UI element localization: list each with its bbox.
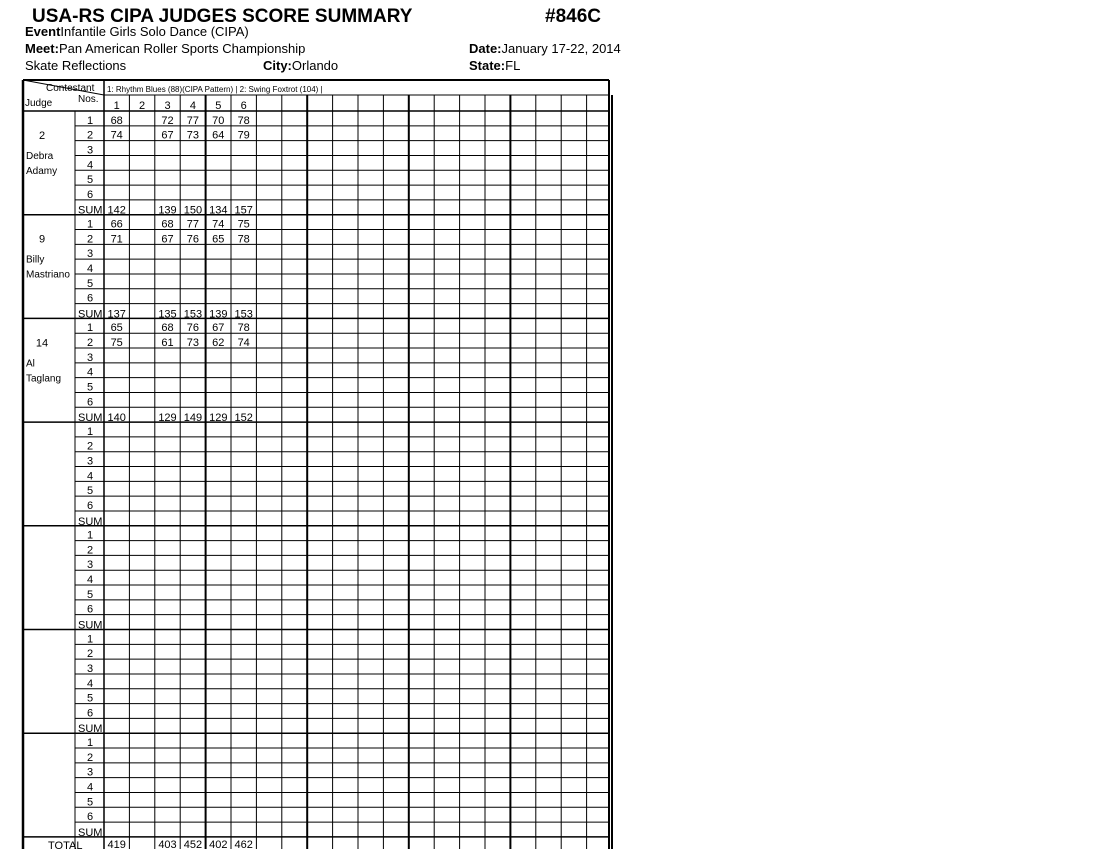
score-cell: 75	[237, 218, 250, 231]
score-cell: 79	[237, 129, 250, 142]
row-label: 5	[86, 381, 94, 394]
row-label: 6	[86, 396, 94, 409]
event-label: Event	[25, 24, 61, 39]
row-label: 1	[86, 633, 94, 646]
row-label: 5	[86, 796, 94, 809]
score-cell: 68	[161, 322, 174, 335]
judge-first-name: Debra	[26, 151, 54, 162]
score-cell: 67	[161, 233, 174, 246]
state-label: State:	[469, 58, 506, 73]
total-cell: 419	[107, 839, 126, 850]
row-label: 6	[86, 707, 94, 720]
row-label: 2	[86, 129, 94, 142]
row-label: 5	[86, 588, 94, 601]
row-label: 2	[86, 233, 94, 246]
score-cell: 75	[110, 337, 123, 350]
row-label: 6	[86, 188, 94, 201]
row-label: 3	[86, 144, 94, 157]
judge-header: Judge	[25, 98, 53, 109]
score-cell: 74	[237, 337, 250, 350]
city-value: Orlando	[291, 58, 339, 73]
date-label: Date:	[469, 41, 502, 56]
score-cell: 71	[110, 233, 123, 246]
score-cell: 61	[161, 337, 174, 350]
sum-cell: 152	[234, 412, 253, 425]
sum-cell: 157	[234, 204, 253, 217]
score-cell: 68	[161, 218, 174, 231]
row-label: 1	[86, 529, 94, 542]
contestant-number: 1	[113, 100, 120, 112]
row-label: 2	[86, 648, 94, 661]
row-label: 4	[86, 677, 94, 690]
score-cell: 68	[110, 114, 123, 127]
sum-label: SUM	[78, 619, 103, 632]
judge-last-name: Taglang	[26, 373, 62, 385]
judge-last-name: Mastriano	[26, 269, 70, 281]
date-value: January 17-22, 2014	[501, 41, 621, 56]
total-label: TOTAL	[48, 840, 83, 850]
score-cell: 62	[212, 337, 225, 350]
total-cell: 403	[158, 839, 177, 850]
row-label: 1	[86, 737, 94, 750]
city-label: City:	[263, 58, 292, 73]
meet-label: Meet:	[25, 41, 59, 56]
row-label: 4	[86, 781, 94, 794]
total-cell: 462	[234, 839, 253, 850]
row-label: 5	[86, 277, 94, 290]
sum-label: SUM	[78, 723, 103, 736]
judge-number: 9	[38, 233, 46, 246]
row-label: 4	[86, 574, 94, 587]
row-label: 2	[86, 544, 94, 557]
score-cell: 67	[161, 129, 174, 142]
contestant-number: 3	[164, 100, 171, 112]
score-cell: 78	[237, 233, 250, 246]
row-label: 1	[86, 425, 94, 438]
score-cell: 65	[110, 322, 123, 335]
score-cell: 74	[110, 129, 123, 142]
row-label: 1	[86, 218, 94, 231]
row-label: 3	[86, 559, 94, 572]
meet-value: Pan American Roller Sports Championship	[58, 41, 306, 56]
row-label: 3	[86, 248, 94, 261]
sum-cell: 137	[107, 308, 126, 321]
score-cell: 77	[186, 114, 200, 127]
row-label: 4	[86, 159, 94, 172]
score-cell: 78	[237, 114, 250, 127]
sum-cell: 153	[183, 308, 203, 321]
judge-first-name: Billy	[26, 254, 45, 266]
contestant-number: 5	[215, 100, 222, 112]
total-cell: 452	[183, 839, 203, 850]
row-label: 3	[86, 351, 94, 364]
club-name: Skate Reflections	[25, 58, 127, 73]
dance-list: 1: Rhythm Blues (88)(CIPA Pattern) | 2: Swing Foxtrot (104) |	[107, 85, 323, 94]
contestant-number: 4	[189, 100, 196, 112]
total-cell: 402	[209, 839, 228, 850]
sum-cell: 129	[209, 412, 228, 425]
judge-number: 2	[38, 130, 46, 142]
row-label: 1	[86, 114, 94, 127]
nos-header: Nos.	[78, 94, 99, 105]
score-cell: 67	[212, 322, 225, 335]
judge-number: 14	[35, 337, 49, 350]
row-label: 5	[86, 174, 94, 187]
score-cell: 70	[212, 114, 225, 127]
event-value: Infantile Girls Solo Dance (CIPA)	[60, 24, 249, 39]
score-cell: 78	[237, 322, 250, 335]
sum-cell: 153	[234, 308, 253, 321]
row-label: 3	[86, 766, 94, 779]
score-cell: 77	[186, 218, 200, 231]
sum-label: SUM	[78, 412, 103, 425]
row-label: 3	[86, 662, 94, 675]
sum-cell: 140	[107, 412, 126, 425]
row-label: 6	[86, 499, 94, 512]
score-cell: 65	[212, 233, 225, 246]
sum-cell: 129	[158, 412, 177, 425]
sum-cell: 139	[158, 204, 177, 217]
row-label: 5	[86, 485, 94, 498]
sum-label: SUM	[78, 826, 103, 839]
state-value: FL	[505, 58, 521, 73]
score-cell: 76	[186, 233, 200, 246]
judge-first-name: Al	[26, 358, 35, 370]
sum-label: SUM	[78, 308, 103, 321]
row-label: 4	[86, 262, 94, 275]
sum-cell: 142	[107, 204, 126, 217]
sum-cell: 149	[183, 412, 203, 425]
sum-cell: 134	[209, 204, 228, 217]
sum-label: SUM	[78, 204, 103, 217]
row-label: 6	[86, 811, 94, 824]
row-label: 3	[86, 455, 94, 468]
score-cell: 73	[186, 337, 200, 350]
score-cell: 64	[212, 129, 225, 142]
score-cell: 74	[212, 218, 225, 231]
sum-cell: 139	[209, 308, 228, 321]
row-label: 2	[86, 440, 94, 453]
sum-label: SUM	[78, 515, 103, 528]
judge-last-name: Adamy	[26, 166, 58, 177]
row-label: 1	[86, 322, 94, 335]
score-cell: 73	[186, 129, 200, 142]
score-cell: 66	[110, 218, 123, 231]
score-cell: 76	[186, 322, 200, 335]
row-label: 4	[86, 366, 94, 379]
row-label: 4	[86, 470, 94, 483]
document-title: USA-RS CIPA JUDGES SCORE SUMMARY	[32, 6, 413, 27]
sum-cell: 150	[183, 204, 203, 217]
form-number: #846C	[545, 6, 601, 27]
contestant-number: 6	[240, 100, 247, 112]
row-label: 6	[86, 603, 94, 616]
contestant-header: Contestant	[46, 83, 95, 94]
score-cell: 72	[161, 114, 174, 127]
sum-cell: 135	[158, 308, 177, 321]
row-label: 2	[86, 337, 94, 350]
contestant-number: 2	[139, 100, 146, 112]
row-label: 5	[86, 692, 94, 705]
row-label: 2	[86, 751, 94, 764]
row-label: 6	[86, 292, 94, 305]
